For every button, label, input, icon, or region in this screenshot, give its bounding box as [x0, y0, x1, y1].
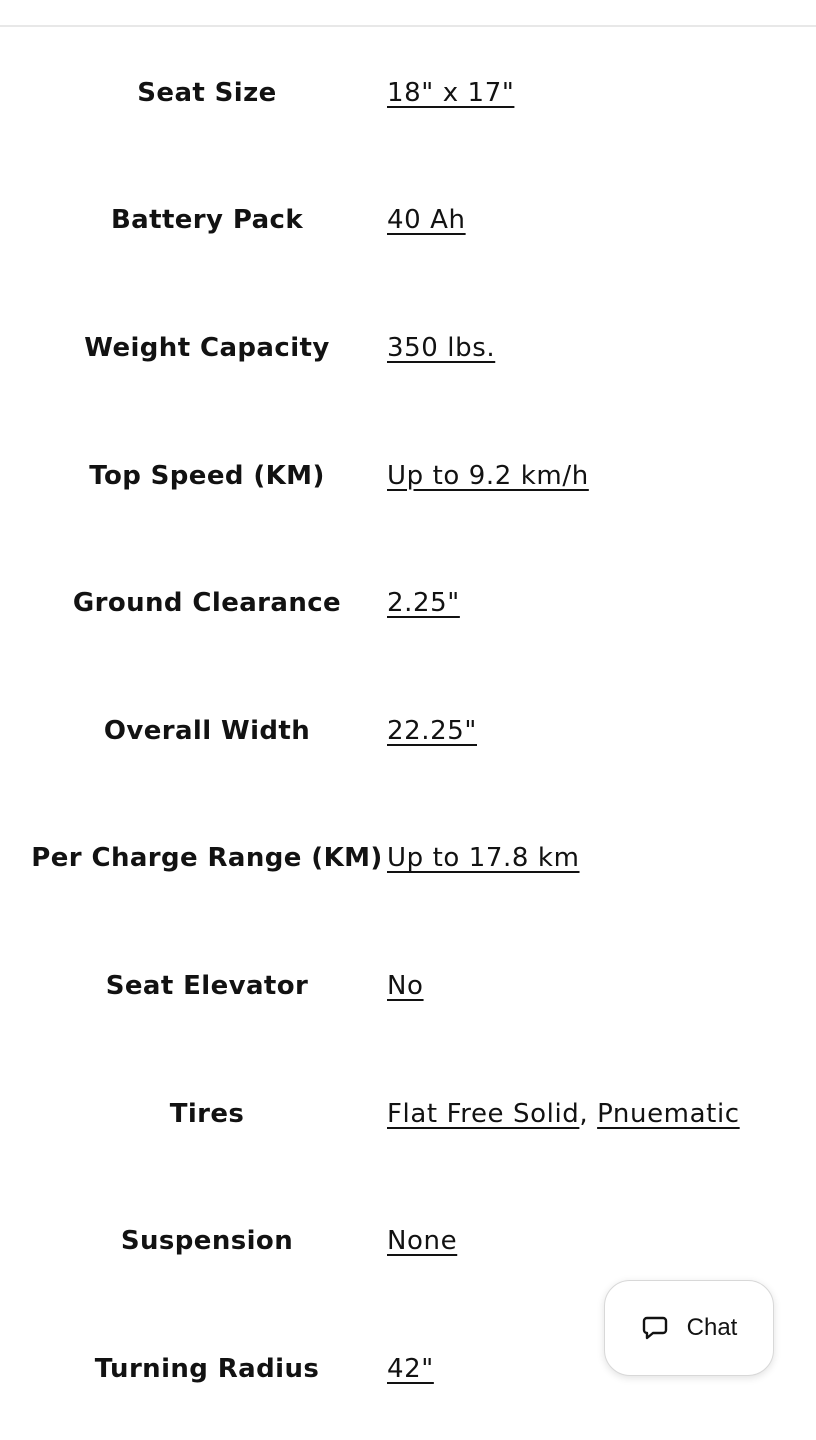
chat-button[interactable]: [604, 1280, 774, 1376]
spec-label: Turning Radius: [94, 1353, 320, 1384]
spec-label: Per Charge Range (KM): [31, 843, 383, 874]
spec-label: Suspension: [120, 1226, 294, 1257]
spec-value-link[interactable]: 350 lbs.: [387, 332, 496, 363]
spec-value: [387, 971, 796, 1001]
spec-label: Top Speed (KM): [89, 460, 325, 491]
spec-label: Overall Width: [103, 715, 311, 746]
spec-value: [387, 333, 796, 363]
spec-row: [0, 922, 816, 1050]
spec-label: Tires: [169, 1098, 245, 1129]
spec-value: [387, 843, 796, 873]
spec-row: [0, 795, 816, 923]
value-separator: ,: [579, 1098, 598, 1129]
spec-value-link[interactable]: No: [387, 970, 424, 1001]
spec-value: [387, 205, 796, 235]
spec-value-link[interactable]: Up to 17.8 km: [387, 843, 580, 874]
spec-value-link[interactable]: Pnuematic: [597, 1098, 740, 1129]
spec-row: [0, 284, 816, 412]
spec-row: [0, 1050, 816, 1178]
spec-value-link[interactable]: None: [387, 1226, 458, 1257]
spec-row: [0, 412, 816, 540]
spec-value: [387, 1226, 796, 1256]
spec-row: [0, 539, 816, 667]
spec-value-link[interactable]: Up to 9.2 km/h: [387, 460, 589, 491]
spec-row: [0, 157, 816, 285]
spec-value-link[interactable]: 18" x 17": [387, 77, 515, 108]
spec-label: Seat Size: [137, 77, 277, 108]
spec-value-link[interactable]: 42": [387, 1353, 434, 1384]
spec-value: [387, 1099, 796, 1129]
spec-label: Seat Elevator: [105, 970, 309, 1001]
spec-row: [0, 667, 816, 795]
spec-value-link[interactable]: 40 Ah: [387, 205, 466, 236]
spec-value-link[interactable]: Flat Free Solid: [387, 1098, 580, 1129]
spec-value: [387, 78, 796, 108]
header-divider: [0, 0, 816, 27]
chat-bubble-icon: [641, 1314, 669, 1342]
spec-value: [387, 588, 796, 618]
spec-label: Ground Clearance: [72, 588, 342, 619]
spec-row: [0, 29, 816, 157]
spec-value-link[interactable]: 22.25": [387, 715, 477, 746]
chat-label: Chat: [686, 1314, 738, 1341]
spec-label: Battery Pack: [110, 205, 304, 236]
spec-value: [387, 461, 796, 491]
spec-value-link[interactable]: 2.25": [387, 588, 460, 619]
spec-value: [387, 716, 796, 746]
spec-label: Weight Capacity: [84, 332, 330, 363]
specifications-table: [0, 29, 816, 1433]
